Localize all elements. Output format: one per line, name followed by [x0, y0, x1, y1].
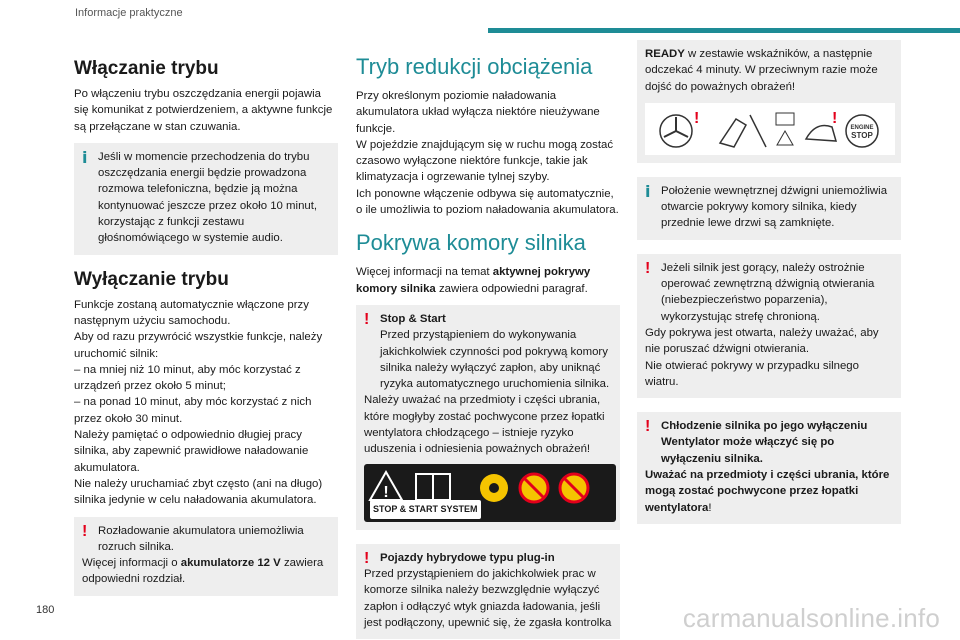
warning-text-3: Nie otwierać pokrywy w przypadku silnego wiatru. [645, 359, 859, 388]
text: Uważać na przedmioty i części ubrania, które mogą zostać pochwycone przez łopatki wentylatora [645, 469, 890, 514]
warning-box-battery [74, 517, 338, 596]
warning-box-stop-start [356, 305, 620, 530]
paragraph: Należy pamiętać o odpowiednio długiej pracy silnika, aby zapewnić prawidłowe naładowanie akumulatora. [74, 429, 309, 474]
paragraph: W pojeździe znajdującym się w ruchu mogą zostać czasowo wyłączone niektóre funkcje, takie jak klimatyzacja i ogrzewanie tylnej szyby. [356, 138, 614, 184]
pictograms-fan-hand-engine-stop [650, 103, 890, 155]
paragraph: Przy określonym poziomie naładowania akumulatora układ wyłącza niektóre nieużywane funkcje. [356, 90, 600, 135]
header-accent-bar [488, 28, 960, 33]
info-text: Położenie wewnętrznej dźwigni uniemożliwia otwarcie pokrywy komory silnika, kiedy przednie lewe drzwi są zamknięte. [661, 184, 888, 230]
warning-box-continued [637, 40, 901, 163]
engine-label-1: ENGINE [850, 124, 874, 131]
list-item: – na ponad 10 minut, aby móc korzystać z nich przez około 30 minut. [74, 396, 312, 425]
text: ! [708, 501, 712, 514]
text: Więcej informacji o [82, 557, 181, 570]
warning-text: Rozładowanie akumulatora uniemożliwia rozruch silnika. [98, 524, 304, 553]
warning-text-2: Gdy pokrywa jest otwarta, należy uważać, aby nie poruszać dźwigni otwierania. [645, 326, 879, 356]
exclamation-warning-icon: ! [364, 549, 370, 567]
text: zawiera odpowiedni rozdział. [82, 557, 324, 586]
page-number: 180 [36, 604, 55, 616]
heading-load-reduction: Tryb redukcji obciążenia [356, 54, 593, 79]
warning-box-engine-cooling [637, 412, 901, 524]
warning-box-plugin-hybrid [356, 544, 620, 639]
svg-text:!: ! [832, 109, 838, 127]
warning-pictogram-strip [645, 103, 895, 155]
warning-title: Stop & Start [380, 312, 446, 325]
svg-text:!: ! [694, 109, 700, 127]
paragraph: Aby od razu przywrócić wszystkie funkcje, należy uruchomić silnik: [74, 331, 323, 360]
heading-disable-mode: Wyłączanie trybu [74, 268, 229, 290]
warning-text-2 [645, 467, 895, 516]
section-header: Informacje praktyczne [75, 7, 183, 19]
watermark: carmanualsonline.info [682, 603, 940, 633]
exclamation-warning-icon: ! [645, 259, 651, 277]
info-icon: i [82, 147, 88, 167]
warning-text: Jeżeli silnik jest gorący, należy ostrożnie operować zewnętrzną dźwignią otwierania (niebezpieczeństwo poparzenia), wykorzystując strefę chronioną. [661, 261, 875, 323]
info-box-inner-lever [637, 177, 901, 240]
warning-text: Wentylator może włączyć się po wyłączeniu silnika. [661, 436, 835, 465]
ready-label: READY [645, 48, 685, 60]
info-text: Jeśli w momencie przechodzenia do trybu oszczędzania energii będzie prowadzona rozmowa telefoniczna, będzie ją można kontynuować jeszcze przez około 10 minut, korzystając z funkcji zestawu głośnomówiącego w systemie audio. [98, 150, 318, 245]
warning-text: Przed przystąpieniem do wykonywania jakichkolwiek czynności pod pokrywą komory silnika należy wyłączyć zapłon, aby uniknąć ryzyka automatycznego uruchomienia silnika. [380, 329, 610, 391]
warning-title: Pojazdy hybrydowe typu plug-in [380, 551, 555, 564]
exclamation-warning-icon: ! [82, 522, 88, 540]
warning-title: Chłodzenie silnika po jego wyłączeniu [661, 420, 868, 433]
info-box-phone-call [74, 143, 338, 255]
heading-enable-mode: Włączanie trybu [74, 58, 219, 79]
paragraph-bonnet-ref [356, 264, 620, 297]
paragraph: Ich ponowne włączenie odbywa się automatycznie, o ile umożliwia to poziom naładowania akumulatora. [356, 187, 619, 217]
exclamation-warning-icon: ! [645, 418, 651, 436]
sticker-label: STOP & START SYSTEM [370, 500, 481, 518]
heading-bonnet: Pokrywa komory silnika [356, 230, 586, 256]
engine-label-2: STOP [851, 130, 873, 140]
text: w zestawie wskaźników, a następnie odczekać 4 minuty. W przeciwnym razie może dojść do poważnych obrażeń! [645, 48, 878, 93]
info-icon: i [645, 181, 651, 201]
warning-text-2: Należy uważać na przedmioty i części ubrania, które mogłyby zostać pochwycone przez łopatki wentylatora chłodzącego – istnieje ryzyko uduszenia i odniesienia poważnych obrażeń! [364, 394, 605, 456]
link-active-bonnet: aktywnej pokrywy komory silnika [356, 266, 591, 295]
paragraph: Nie należy uruchamiać zbyt często (ani na długo) silnika jedynie w celu naładowania akumulatora. [74, 477, 323, 507]
text: zawiera odpowiedni paragraf. [435, 282, 588, 295]
link-battery: akumulatorze 12 V [180, 557, 281, 570]
list-item: – na mniej niż 10 minut, aby móc korzystać z urządzeń przez około 5 minut; [74, 363, 301, 393]
paragraph-enable-mode: Po włączeniu trybu oszczędzania energii pojawia się komunikat z potwierdzeniem, a aktywne funkcje są przełączane w stan czuwania. [74, 88, 333, 133]
continued-text [645, 46, 895, 95]
warning-text-more [82, 555, 332, 588]
text: Więcej informacji na temat [356, 266, 493, 279]
warning-text: Przed przystąpieniem do jakichkolwiek prac w komorze silnika należy bezwzględnie wyłączyć zapłon i odłączyć wtyk gniazda ładowania, jeśli jest podłączony, upewnić się, że zgasła kontrolka [364, 567, 612, 629]
exclamation-warning-icon: ! [364, 310, 370, 328]
svg-text:!: ! [383, 483, 389, 501]
paragraph: Funkcje zostaną automatycznie włączone przy następnym użyciu samochodu. [74, 298, 309, 327]
column-left [74, 50, 338, 610]
stop-start-warning-sticker [364, 464, 616, 522]
column-right [637, 40, 901, 538]
warning-box-hot-engine [637, 254, 901, 398]
column-middle [356, 50, 620, 640]
